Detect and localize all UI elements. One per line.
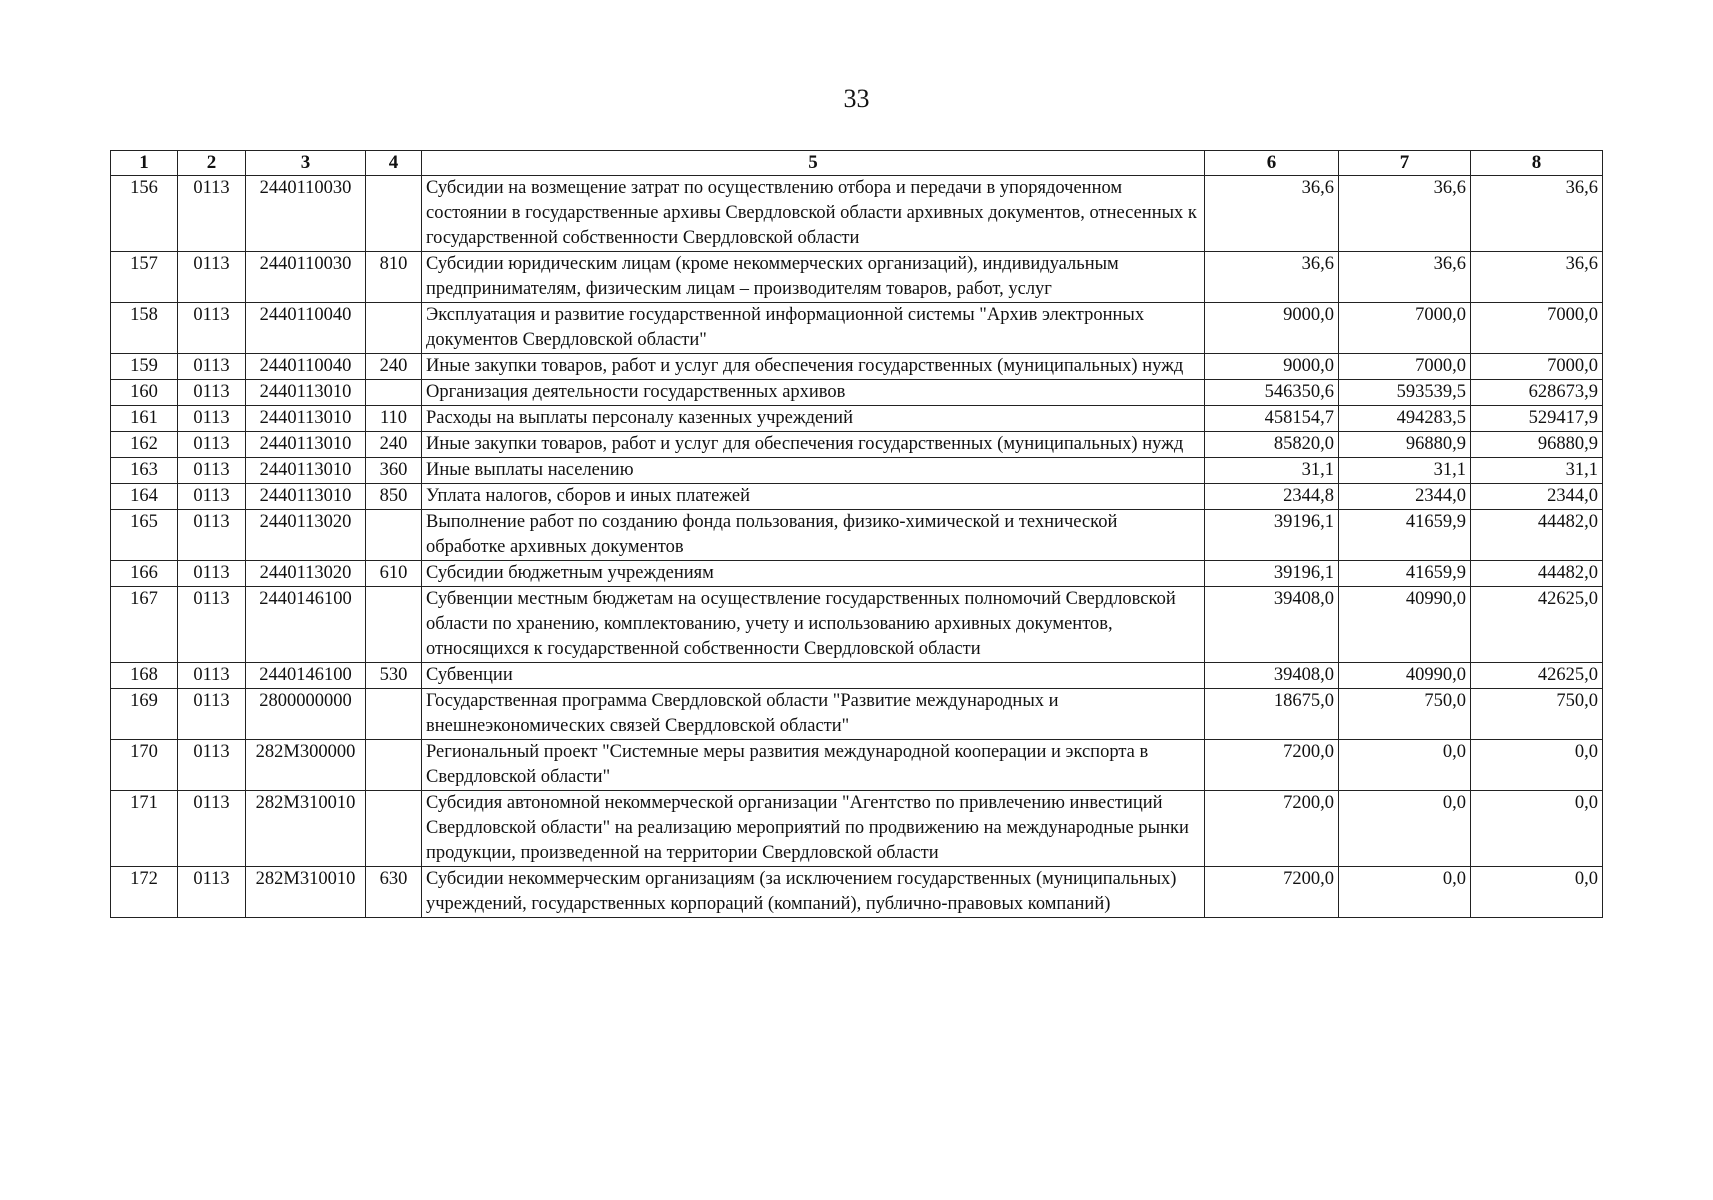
target-article-code: 2440113010	[246, 484, 366, 510]
row-number: 164	[111, 484, 178, 510]
target-article-code: 2440110040	[246, 303, 366, 354]
amount-col-7: 36,6	[1339, 176, 1471, 252]
amount-col-8: 36,6	[1471, 252, 1603, 303]
header-col-6: 6	[1205, 151, 1339, 176]
amount-col-6: 39408,0	[1205, 663, 1339, 689]
target-article-code: 2440113010	[246, 406, 366, 432]
amount-col-7: 41659,9	[1339, 561, 1471, 587]
row-number: 157	[111, 252, 178, 303]
header-col-3: 3	[246, 151, 366, 176]
amount-col-6: 36,6	[1205, 176, 1339, 252]
expense-type-code: 810	[366, 252, 422, 303]
table-row	[111, 663, 1603, 689]
row-number: 166	[111, 561, 178, 587]
amount-col-8: 7000,0	[1471, 354, 1603, 380]
header-col-5: 5	[422, 151, 1205, 176]
row-number: 160	[111, 380, 178, 406]
budget-table	[110, 150, 1603, 918]
description: Региональный проект "Системные меры развития международной кооперации и экспорта в Свердловской области"	[422, 740, 1205, 791]
target-article-code: 2440113020	[246, 510, 366, 561]
row-number: 165	[111, 510, 178, 561]
amount-col-8: 0,0	[1471, 867, 1603, 918]
amount-col-7: 593539,5	[1339, 380, 1471, 406]
header-col-8: 8	[1471, 151, 1603, 176]
target-article-code: 282M300000	[246, 740, 366, 791]
amount-col-8: 529417,9	[1471, 406, 1603, 432]
description: Субвенции	[422, 663, 1205, 689]
description: Государственная программа Свердловской области "Развитие международных и внешнеэкономических связей Свердловской области"	[422, 689, 1205, 740]
amount-col-8: 628673,9	[1471, 380, 1603, 406]
amount-col-6: 39196,1	[1205, 510, 1339, 561]
header-col-7: 7	[1339, 151, 1471, 176]
amount-col-8: 42625,0	[1471, 663, 1603, 689]
section-code: 0113	[178, 432, 246, 458]
row-number: 159	[111, 354, 178, 380]
table-row	[111, 458, 1603, 484]
expense-type-code	[366, 587, 422, 663]
target-article-code: 2800000000	[246, 689, 366, 740]
amount-col-6: 546350,6	[1205, 380, 1339, 406]
row-number: 162	[111, 432, 178, 458]
row-number: 167	[111, 587, 178, 663]
table-row	[111, 484, 1603, 510]
expense-type-code: 360	[366, 458, 422, 484]
expense-type-code: 110	[366, 406, 422, 432]
target-article-code: 2440113020	[246, 561, 366, 587]
header-col-1: 1	[111, 151, 178, 176]
expense-type-code: 240	[366, 354, 422, 380]
description: Иные выплаты населению	[422, 458, 1205, 484]
section-code: 0113	[178, 867, 246, 918]
target-article-code: 2440110030	[246, 252, 366, 303]
description: Субсидии бюджетным учреждениям	[422, 561, 1205, 587]
amount-col-7: 31,1	[1339, 458, 1471, 484]
table-row	[111, 689, 1603, 740]
description: Расходы на выплаты персоналу казенных учреждений	[422, 406, 1205, 432]
table-row	[111, 406, 1603, 432]
amount-col-8: 750,0	[1471, 689, 1603, 740]
section-code: 0113	[178, 791, 246, 867]
expense-type-code: 240	[366, 432, 422, 458]
expense-type-code	[366, 689, 422, 740]
amount-col-7: 36,6	[1339, 252, 1471, 303]
target-article-code: 2440113010	[246, 458, 366, 484]
amount-col-6: 9000,0	[1205, 354, 1339, 380]
amount-col-8: 7000,0	[1471, 303, 1603, 354]
section-code: 0113	[178, 354, 246, 380]
amount-col-8: 2344,0	[1471, 484, 1603, 510]
amount-col-8: 42625,0	[1471, 587, 1603, 663]
amount-col-8: 0,0	[1471, 740, 1603, 791]
row-number: 161	[111, 406, 178, 432]
amount-col-8: 44482,0	[1471, 510, 1603, 561]
amount-col-7: 7000,0	[1339, 354, 1471, 380]
header-row	[111, 151, 1603, 176]
expense-type-code	[366, 740, 422, 791]
amount-col-7: 0,0	[1339, 791, 1471, 867]
row-number: 169	[111, 689, 178, 740]
expense-type-code	[366, 510, 422, 561]
amount-col-6: 31,1	[1205, 458, 1339, 484]
expense-type-code: 610	[366, 561, 422, 587]
table-row	[111, 510, 1603, 561]
amount-col-7: 0,0	[1339, 740, 1471, 791]
amount-col-7: 2344,0	[1339, 484, 1471, 510]
amount-col-8: 96880,9	[1471, 432, 1603, 458]
table-row	[111, 303, 1603, 354]
section-code: 0113	[178, 176, 246, 252]
expense-type-code	[366, 791, 422, 867]
page-number: 33	[843, 84, 870, 113]
amount-col-7: 40990,0	[1339, 663, 1471, 689]
row-number: 156	[111, 176, 178, 252]
description: Эксплуатация и развитие государственной информационной системы "Архив электронных документов Свердловской области"	[422, 303, 1205, 354]
table-row	[111, 432, 1603, 458]
target-article-code: 2440110040	[246, 354, 366, 380]
description: Иные закупки товаров, работ и услуг для обеспечения государственных (муниципальных) нужд	[422, 354, 1205, 380]
amount-col-7: 494283,5	[1339, 406, 1471, 432]
amount-col-6: 2344,8	[1205, 484, 1339, 510]
target-article-code: 2440110030	[246, 176, 366, 252]
expense-type-code	[366, 303, 422, 354]
table-row	[111, 867, 1603, 918]
row-number: 170	[111, 740, 178, 791]
target-article-code: 2440113010	[246, 432, 366, 458]
section-code: 0113	[178, 380, 246, 406]
description: Субсидия автономной некоммерческой организации "Агентство по привлечению инвестиций Свердловской области" на реализацию мероприятий по продвижению на международные рынки продукции, произведенной на территории Свердловской области	[422, 791, 1205, 867]
header-col-4: 4	[366, 151, 422, 176]
amount-col-7: 41659,9	[1339, 510, 1471, 561]
amount-col-7: 40990,0	[1339, 587, 1471, 663]
expense-type-code: 850	[366, 484, 422, 510]
section-code: 0113	[178, 587, 246, 663]
section-code: 0113	[178, 663, 246, 689]
target-article-code: 282M310010	[246, 867, 366, 918]
amount-col-6: 9000,0	[1205, 303, 1339, 354]
expense-type-code: 530	[366, 663, 422, 689]
section-code: 0113	[178, 406, 246, 432]
amount-col-6: 18675,0	[1205, 689, 1339, 740]
amount-col-7: 0,0	[1339, 867, 1471, 918]
description: Выполнение работ по созданию фонда пользования, физико-химической и технической обработке архивных документов	[422, 510, 1205, 561]
amount-col-6: 39408,0	[1205, 587, 1339, 663]
amount-col-6: 7200,0	[1205, 740, 1339, 791]
amount-col-6: 39196,1	[1205, 561, 1339, 587]
table-row	[111, 740, 1603, 791]
amount-col-6: 7200,0	[1205, 791, 1339, 867]
amount-col-7: 96880,9	[1339, 432, 1471, 458]
amount-col-6: 458154,7	[1205, 406, 1339, 432]
expense-type-code: 630	[366, 867, 422, 918]
row-number: 158	[111, 303, 178, 354]
description: Организация деятельности государственных архивов	[422, 380, 1205, 406]
section-code: 0113	[178, 740, 246, 791]
table-row	[111, 176, 1603, 252]
table-row	[111, 561, 1603, 587]
amount-col-6: 36,6	[1205, 252, 1339, 303]
description: Субсидии юридическим лицам (кроме некоммерческих организаций), индивидуальным предпринимателям, физическим лицам – производителям товаров, работ, услуг	[422, 252, 1205, 303]
table-row	[111, 380, 1603, 406]
target-article-code: 2440113010	[246, 380, 366, 406]
section-code: 0113	[178, 252, 246, 303]
amount-col-8: 31,1	[1471, 458, 1603, 484]
table-row	[111, 587, 1603, 663]
description: Субсидии некоммерческим организациям (за исключением государственных (муниципальных) учреждений, государственных корпораций (компаний), публично-правовых компаний)	[422, 867, 1205, 918]
row-number: 168	[111, 663, 178, 689]
table-row	[111, 791, 1603, 867]
row-number: 171	[111, 791, 178, 867]
description: Уплата налогов, сборов и иных платежей	[422, 484, 1205, 510]
amount-col-8: 44482,0	[1471, 561, 1603, 587]
description: Субсидии на возмещение затрат по осуществлению отбора и передачи в упорядоченном состоянии в государственные архивы Свердловской области архивных документов, отнесенных к государственной собственности Свердловской области	[422, 176, 1205, 252]
amount-col-6: 85820,0	[1205, 432, 1339, 458]
table-row	[111, 354, 1603, 380]
description: Иные закупки товаров, работ и услуг для обеспечения государственных (муниципальных) нужд	[422, 432, 1205, 458]
target-article-code: 282M310010	[246, 791, 366, 867]
target-article-code: 2440146100	[246, 587, 366, 663]
section-code: 0113	[178, 484, 246, 510]
expense-type-code	[366, 176, 422, 252]
amount-col-8: 0,0	[1471, 791, 1603, 867]
amount-col-7: 7000,0	[1339, 303, 1471, 354]
description: Субвенции местным бюджетам на осуществление государственных полномочий Свердловской области по хранению, комплектованию, учету и использованию архивных документов, относящихся к государственной собственности Свердловской области	[422, 587, 1205, 663]
amount-col-6: 7200,0	[1205, 867, 1339, 918]
section-code: 0113	[178, 689, 246, 740]
section-code: 0113	[178, 561, 246, 587]
table-row	[111, 252, 1603, 303]
target-article-code: 2440146100	[246, 663, 366, 689]
section-code: 0113	[178, 510, 246, 561]
header-col-2: 2	[178, 151, 246, 176]
amount-col-8: 36,6	[1471, 176, 1603, 252]
section-code: 0113	[178, 458, 246, 484]
row-number: 172	[111, 867, 178, 918]
row-number: 163	[111, 458, 178, 484]
amount-col-7: 750,0	[1339, 689, 1471, 740]
expense-type-code	[366, 380, 422, 406]
section-code: 0113	[178, 303, 246, 354]
